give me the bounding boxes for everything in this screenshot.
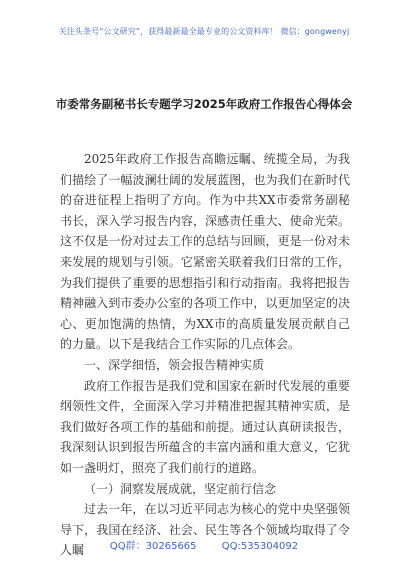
- footer-qq-group: QQ群：30265665: [109, 541, 197, 552]
- paragraph-intro: 2025年政府工作报告高瞻远瞩、统揽全局，为我们描绘了一幅波澜壮阔的发展蓝图，也为我们在新时代的奋进征程上指明了方向。作为中共XX市委常务副秘书长，深入学习报告内容，深感责任重大、使命光荣。这不仅是一份对过去工作的总结与回顾，更是一份对未来发展的规划与引领。它紧密关联着我们日常的工作，为我们提供了重要的思想指引和行动指南。我将把报告精神融入到市委办公室的各项工作中，以更加坚定的决心、更加饱满的热情，为XX市的高质量发展贡献自己的力量。以下是我结合工作实际的几点体会。: [60, 152, 350, 352]
- paragraph-subsection-1: 过去一年，在以习近平同志为核心的党中央坚强领导下，我国在经济、社会、民生等各个领域均取得了令人瞩: [60, 502, 350, 558]
- document-body: [60, 149, 350, 561]
- footer: [0, 537, 408, 552]
- document-title: 市委常务副秘书长专题学习2025年政府工作报告心得体会: [55, 97, 353, 111]
- header-banner: 关注头条号“公文研究”，获得最新最全最专业的公文资料库！ 微信：gongwenyj: [58, 27, 350, 36]
- subsection-heading-1: （一）洞察发展成就，坚定前行信念: [84, 481, 277, 496]
- section-heading-1: 一、深学细悟，领会报告精神实质: [84, 357, 265, 372]
- paragraph-section-1: 政府工作报告是我们党和国家在新时代发展的重要纲领性文件，全面深入学习并精准把握其精神实质，是我们做好各项工作的基础和前提。通过认真研读报告，我深刻认识到报告所蕴含的丰富内涵和重大意义，它犹如一盏明灯，照亮了我们前行的道路。: [60, 378, 350, 475]
- footer-qq-number: QQ:535304092: [221, 541, 299, 552]
